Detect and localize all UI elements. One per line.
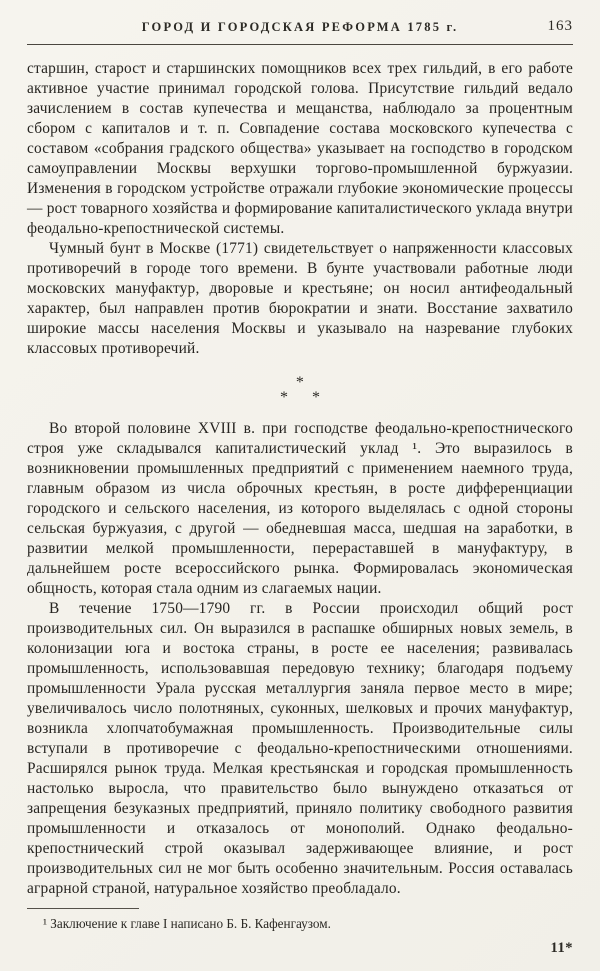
printer-signature-mark: 11* <box>550 940 573 956</box>
header-rule <box>27 44 573 45</box>
separator-asterisks-bottom: * * <box>280 389 330 406</box>
page-number: 163 <box>547 18 573 34</box>
running-header <box>27 16 573 40</box>
section-separator <box>27 375 573 405</box>
paragraph: Во второй половине XVIII в. при господстве феодально-крепостнического строя уже складывался капиталистический уклад ¹. Это выразилось в возникновении промышленных предприятий с применением наемного труда, главным образом из числа оброчных крестьян, в росте дифференциации городского и сельского населения, из которого выделялась с одной стороны сельская буржуазия, с другой — обедневшая масса, шедшая на заработки, в развитии мелкой промышленности, перераставшей в мануфактуру, в дальнейшем росте всероссийского рынка. Формировалась экономическая общность, которая стала одним из слагаемых нации. <box>27 420 573 597</box>
page-footer <box>27 908 573 957</box>
running-header-title: ГОРОД И ГОРОДСКАЯ РЕФОРМА 1785 г. <box>141 20 459 34</box>
separator-asterisk-top: * <box>295 374 305 391</box>
footnote: ¹ Заключение к главе I написано Б. Б. Кафенгаузом. <box>43 916 331 931</box>
footnote-rule <box>27 908 139 909</box>
page-body <box>27 59 573 899</box>
paragraph: Чумный бунт в Москве (1771) свидетельствует о напряженности классовых противоречий в городе того времени. В бунте участвовали работные люди московских мануфактур, дворовые и крестьяне; он носил антифеодальный характер, был направлен против бюрократии и знати. Восстание захватило широкие массы населения Москвы и указывало на назревание глубоких классовых противоречий. <box>27 240 573 357</box>
paragraph: старшин, старост и старшинских помощников всех трех гильдий, в его работе активное участие принимал городской голова. Присутствие гильдий ведало зачислением в состав купечества и мещанства, наблюдало за процентным сбором с капиталов и т. п. Совпадение состава московского купечества с составом «собрания градского общества» указывает на господство в городском самоуправлении Москвы верхушки торгово-промышленной буржуазии. Изменения в городском устройстве отражали глубокие экономические процессы — рост товарного хозяйства и формирование капиталистического уклада внутри феодально-крепостнической системы. <box>27 60 573 237</box>
paragraph: В течение 1750—1790 гг. в России происходил общий рост производительных сил. Он выразился в распашке обширных новых земель, в колонизации юга и востока страны, в росте ее населения; развивалась промышленность, использовавшая передовую технику; благодаря подъему промышленности Урала русская металлургия заняла первое место в мире; увеличивалось число полотняных, суконных, шелковых и прочих мануфактур, возникла хлопчатобумажная промышленность. Производительные силы вступали в противоречие с феодально-крепостническими отношениями. Расширялся рынок труда. Мелкая крестьянская и городская промышленность настолько выросла, что правительство было вынуждено отказаться от запрещения безуказных предприятий, приняло политику свободного развития промышленности и отказалось от монополий. Однако феодально-крепостнический строй оказывал задерживающее влияние, и рост производительных сил не мог быть особенно значительным. Россия оставалась аграрной страной, натуральное хозяйство преобладало. <box>27 600 573 897</box>
